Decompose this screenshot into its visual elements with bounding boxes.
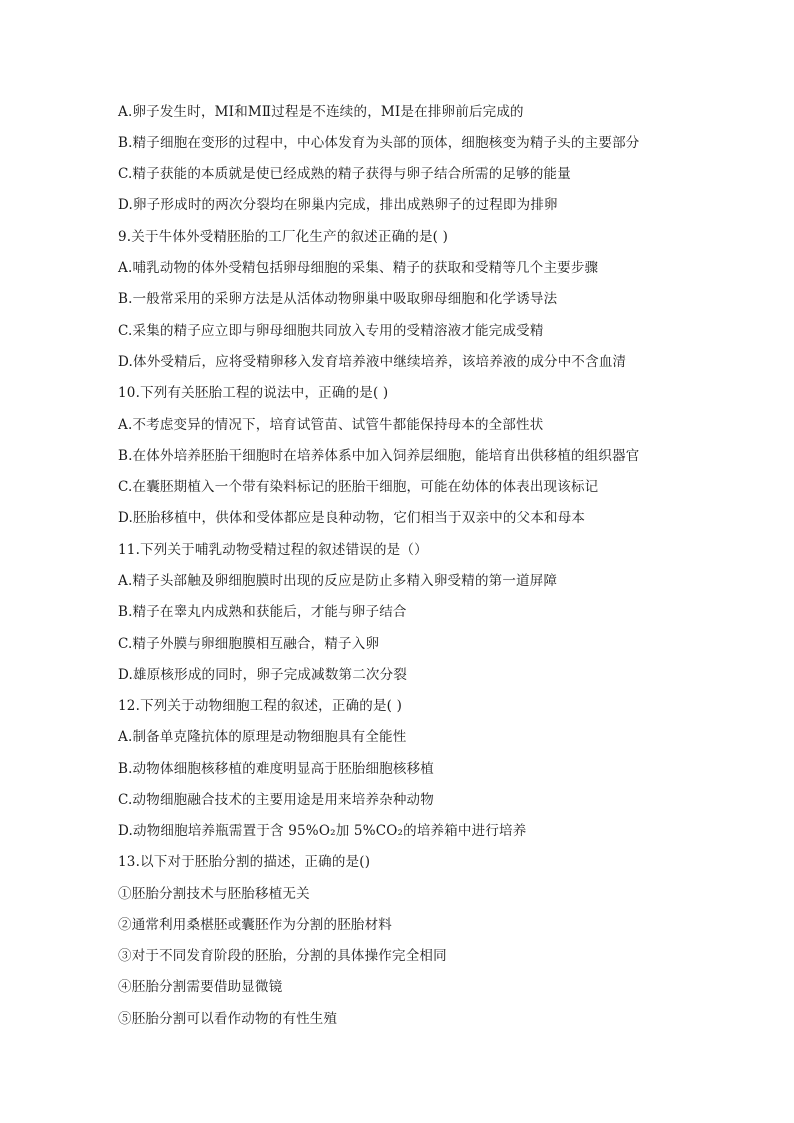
option-12a: A.制备单克隆抗体的原理是动物细胞具有全能性 [118, 729, 407, 745]
option-10d: D.胚胎移植中，供体和受体都应是良种动物，它们相当于双亲中的父本和母本 [118, 510, 586, 526]
option-10a: A.不考虑变异的情况下，培育试管苗、试管牛都能保持母本的全部性状 [118, 417, 544, 433]
option-8a: A.卵子发生时，MⅠ和MⅡ过程是不连续的，MⅠ是在排卵前后完成的 [118, 104, 524, 120]
option-9d: D.体外受精后，应将受精卵移入发育培养液中继续培养，该培养液的成分中不含血清 [118, 354, 627, 370]
statement-13-3: ③对于不同发育阶段的胚胎，分割的具体操作完全相同 [118, 948, 447, 964]
question-10: 10.下列有关胚胎工程的说法中，正确的是( ) [118, 385, 389, 401]
option-8b: B.精子细胞在变形的过程中，中心体发育为头部的顶体，细胞核变为精子头的主要部分 [118, 135, 640, 151]
option-10b: B.在体外培养胚胎干细胞时在培养体系中加入饲养层细胞，能培育出供移植的组织器官 [118, 448, 640, 464]
option-9c: C.采集的精子应立即与卵母细胞共同放入专用的受精溶液才能完成受精 [118, 323, 544, 339]
statement-13-2: ②通常利用桑椹胚或囊胚作为分割的胚胎材料 [118, 917, 392, 933]
option-10c: C.在囊胚期植入一个带有染料标记的胚胎干细胞，可能在幼体的体表出现该标记 [118, 479, 599, 495]
question-13: 13.以下对于胚胎分割的描述，正确的是() [118, 854, 371, 870]
question-9: 9.关于牛体外受精胚胎的工厂化生产的叙述正确的是( ) [118, 229, 449, 245]
option-11b: B.精子在睾丸内成熟和获能后，才能与卵子结合 [118, 604, 407, 620]
option-8d: D.卵子形成时的两次分裂均在卵巢内完成，排出成熟卵子的过程即为排卵 [118, 197, 558, 213]
option-12c: C.动物细胞融合技术的主要用途是用来培养杂种动物 [118, 792, 434, 808]
option-9a: A.哺乳动物的体外受精包括卵母细胞的采集、精子的获取和受精等几个主要步骤 [118, 260, 599, 276]
option-12b: B.动物体细胞核移植的难度明显高于胚胎细胞核移植 [118, 761, 435, 777]
option-11a: A.精子头部触及卵细胞膜时出现的反应是防止多精入卵受精的第一道屏障 [118, 573, 558, 589]
statement-13-5: ⑤胚胎分割可以看作动物的有性生殖 [118, 1011, 338, 1027]
option-9b: B.一般常采用的采卵方法是从活体动物卵巢中吸取卵母细胞和化学诱导法 [118, 291, 558, 307]
statement-13-4: ④胚胎分割需要借助显微镜 [118, 979, 283, 995]
option-8c: C.精子获能的本质就是使已经成熟的精子获得与卵子结合所需的足够的能量 [118, 166, 571, 182]
option-11c: C.精子外膜与卵细胞膜相互融合，精子入卵 [118, 636, 380, 652]
statement-13-1: ①胚胎分割技术与胚胎移植无关 [118, 886, 310, 902]
question-12: 12.下列关于动物细胞工程的叙述，正确的是( ) [118, 698, 403, 714]
option-11d: D.雄原核形成的同时，卵子完成减数第二次分裂 [118, 667, 408, 683]
question-11: 11.下列关于哺乳动物受精过程的叙述错误的是（） [118, 542, 428, 558]
option-12d: D.动物细胞培养瓶需置于含 95%O₂加 5%CO₂的培养箱中进行培养 [118, 823, 527, 839]
